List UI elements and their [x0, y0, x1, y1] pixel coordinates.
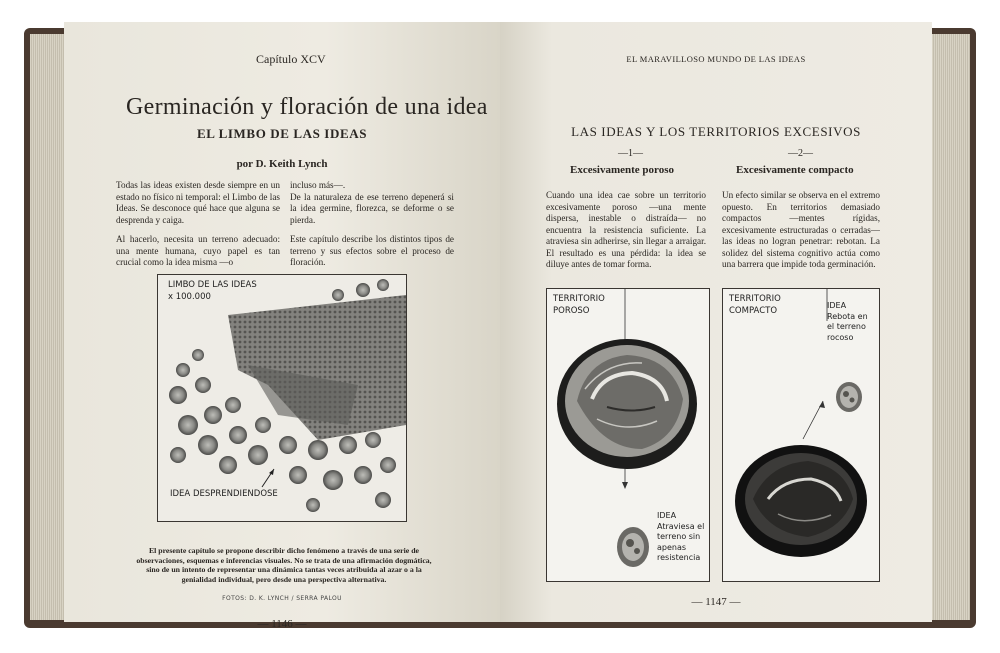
text-column-1 — [116, 180, 280, 277]
left-page — [64, 22, 500, 630]
text-column-2: Un efecto similar se observa en el extremo opuesto. En territorios demasiado compactos —mentes rígidas, excesivamente estructuradas o cerradas— las ideas no logran penetrar: rebotan. La solidez del sistema cognitivo actúa como una barrera que impide toda germinación. — [722, 190, 880, 269]
column-heading: Excesivamente compacto — [736, 164, 854, 176]
figure-label: x 100.000 — [168, 292, 211, 302]
figure-label: LIMBO DE LAS IDEAS — [168, 280, 257, 290]
figure-label: TERRITORIO — [729, 294, 781, 304]
limbo-micrograph — [157, 274, 407, 522]
idea-label — [657, 511, 704, 564]
figure-label: COMPACTO — [729, 306, 778, 316]
paragraph: incluso más—. — [290, 180, 346, 190]
chapter-title: Germinación y floración de una idea — [126, 94, 488, 120]
figure-caption: El presente capítulo se propone describir dicho fenómeno a través de una serie de observaciones, esquemas e inferencias visuales. No se trata de una afirmación dogmática, sino de un intento de representar una dinámica tantas veces atribuida al azar o a la genialidad individual, pero desde una perspectiva alternativa. — [136, 546, 432, 584]
column-number: —2— — [788, 148, 813, 159]
idea-label-line: Rebota en — [827, 311, 868, 321]
figure-label: IDEA DESPRENDIENDOSE — [170, 489, 278, 499]
right-page — [500, 22, 932, 622]
idea-label-line: el terreno — [827, 322, 866, 331]
idea-label-line: IDEA — [827, 301, 847, 310]
figure-label: POROSO — [553, 306, 590, 316]
idea-label-line: Atraviesa el — [657, 521, 705, 531]
chapter-subtitle: EL LIMBO DE LAS IDEAS — [196, 126, 368, 141]
running-head: EL MARAVILLOSO MUNDO DE LAS IDEAS — [626, 54, 806, 64]
section-title: LAS IDEAS Y LOS TERRITORIOS EXCESIVOS — [571, 124, 861, 139]
running-head: Capítulo XCV — [256, 52, 326, 66]
paragraph: Todas las ideas existen desde siempre en un estado no físico ni temporal: el Limbo de las Ideas. Se desconoce qué hace que alguna se desprenda y caiga. — [116, 180, 280, 225]
idea-label-line: IDEA — [657, 511, 677, 520]
idea-label — [827, 301, 868, 343]
photo-credit: FOTOS: D. K. LYNCH / SERRA PALOU — [222, 595, 342, 602]
page-edges-right — [930, 34, 970, 620]
compact-territory-figure — [722, 288, 880, 582]
idea-cell-icon — [617, 527, 649, 567]
byline: por D. Keith Lynch — [236, 158, 328, 170]
paragraph: Al hacerlo, necesita un terreno adecuado: una mente humana, cuyo papel es tan crucial como la idea misma —o — [116, 234, 280, 267]
text-column-1: Cuando una idea cae sobre un territorio excesivamente poroso —una mente dispersa, inestable o distraída— no encuentra la resistencia suficiente. La atraviesa sin adherirse, sin llegar a arraigar. El resultado es una pérdida: la idea se diluye antes de tomar forma. — [546, 190, 706, 269]
figure-label: TERRITORIO — [553, 294, 605, 304]
porous-territory-figure — [546, 288, 710, 582]
idea-label-line: rocoso — [827, 332, 854, 342]
page-number: — 1147 — — [691, 596, 741, 608]
idea-label-line: resistencia — [657, 553, 701, 562]
idea-cell-icon — [836, 382, 862, 412]
column-number: —1— — [618, 148, 643, 159]
idea-label-line: apenas — [657, 542, 687, 552]
text-column-2 — [290, 180, 454, 277]
column-heading: Excesivamente poroso — [570, 164, 674, 176]
page-number: — 1146 — — [257, 618, 307, 630]
paragraph: De la naturaleza de ese terreno depenerá si la idea germine, florezca, se deforme o se pierda. — [290, 191, 454, 225]
idea-label-line: terreno sin — [657, 532, 701, 541]
micrograph-image — [158, 275, 406, 521]
paragraph: Este capítulo describe los distintos tipos de terreno y sus efectos sobre el proceso de floración. — [290, 234, 454, 267]
